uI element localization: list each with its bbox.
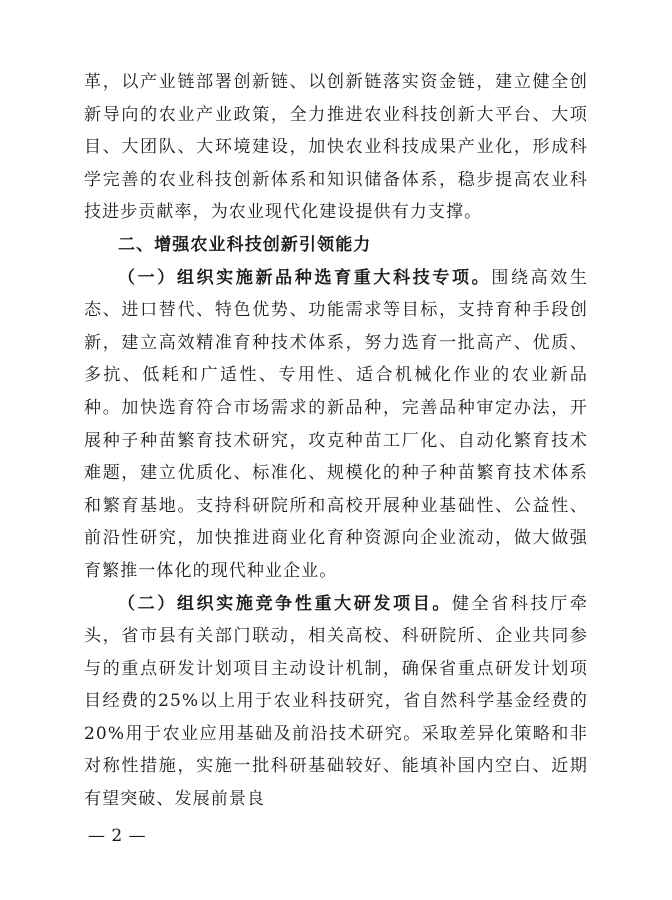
document-body [84, 66, 588, 816]
subsection-1-title: （一）组织实施新品种选育重大科技专项。 [118, 267, 492, 288]
subsection-1-body: 围绕高效生态、进口替代、特色优势、功能需求等目标，支持育种手段创新，建立高效精准育种技术体系，努力选育一批高产、优质、多抗、低耗和广适性、专用性、适合机械化作业的农业新品种。加快选育符合市场需求的新品种，完善品种审定办法，开展种子种苗繁育技术研究，攻克种苗工厂化、自动化繁育技术难题，建立优质化、标准化、规模化的种子种苗繁育技术体系和繁育基地。支持科研院所和高校开展种业基础性、公益性、前沿性研究，加快推进商业化育种资源向企业流动，做大做强育繁推一体化的现代种业企业。 [84, 267, 589, 581]
section-heading: 二、增强农业科技创新引领能力 [118, 234, 372, 255]
paragraph-continuation: 革，以产业链部署创新链、以创新链落实资金链，建立健全创新导向的农业产业政策，全力推进农业科技创新大平台、大项目、大团队、大环境建设，加快农业科技成果产业化，形成科学完善的农业科技创新体系和知识储备体系，稳步提高农业科技进步贡献率，为农业现代化建设提供有力支撑。 [84, 72, 588, 223]
subsection-2-body: 健全省科技厅牵头，省市县有关部门联动，相关高校、科研院所、企业共同参与的重点研发计划项目主动设计机制，确保省重点研发计划项目经费的25%以上用于农业科技研究，省自然科学基金经费的20%用于农业应用基础及前沿技术研究。采取差异化策略和非对称性措施，实施一批科研基础较好、能填补国内空白、近期有望突破、发展前景良 [84, 593, 589, 810]
subsection-1-paragraph [84, 262, 588, 588]
subsection-2-paragraph [84, 588, 588, 816]
subsection-2-title: （二）组织实施竞争性重大研发项目。 [118, 593, 453, 614]
page-number: — 2 — [88, 826, 147, 846]
